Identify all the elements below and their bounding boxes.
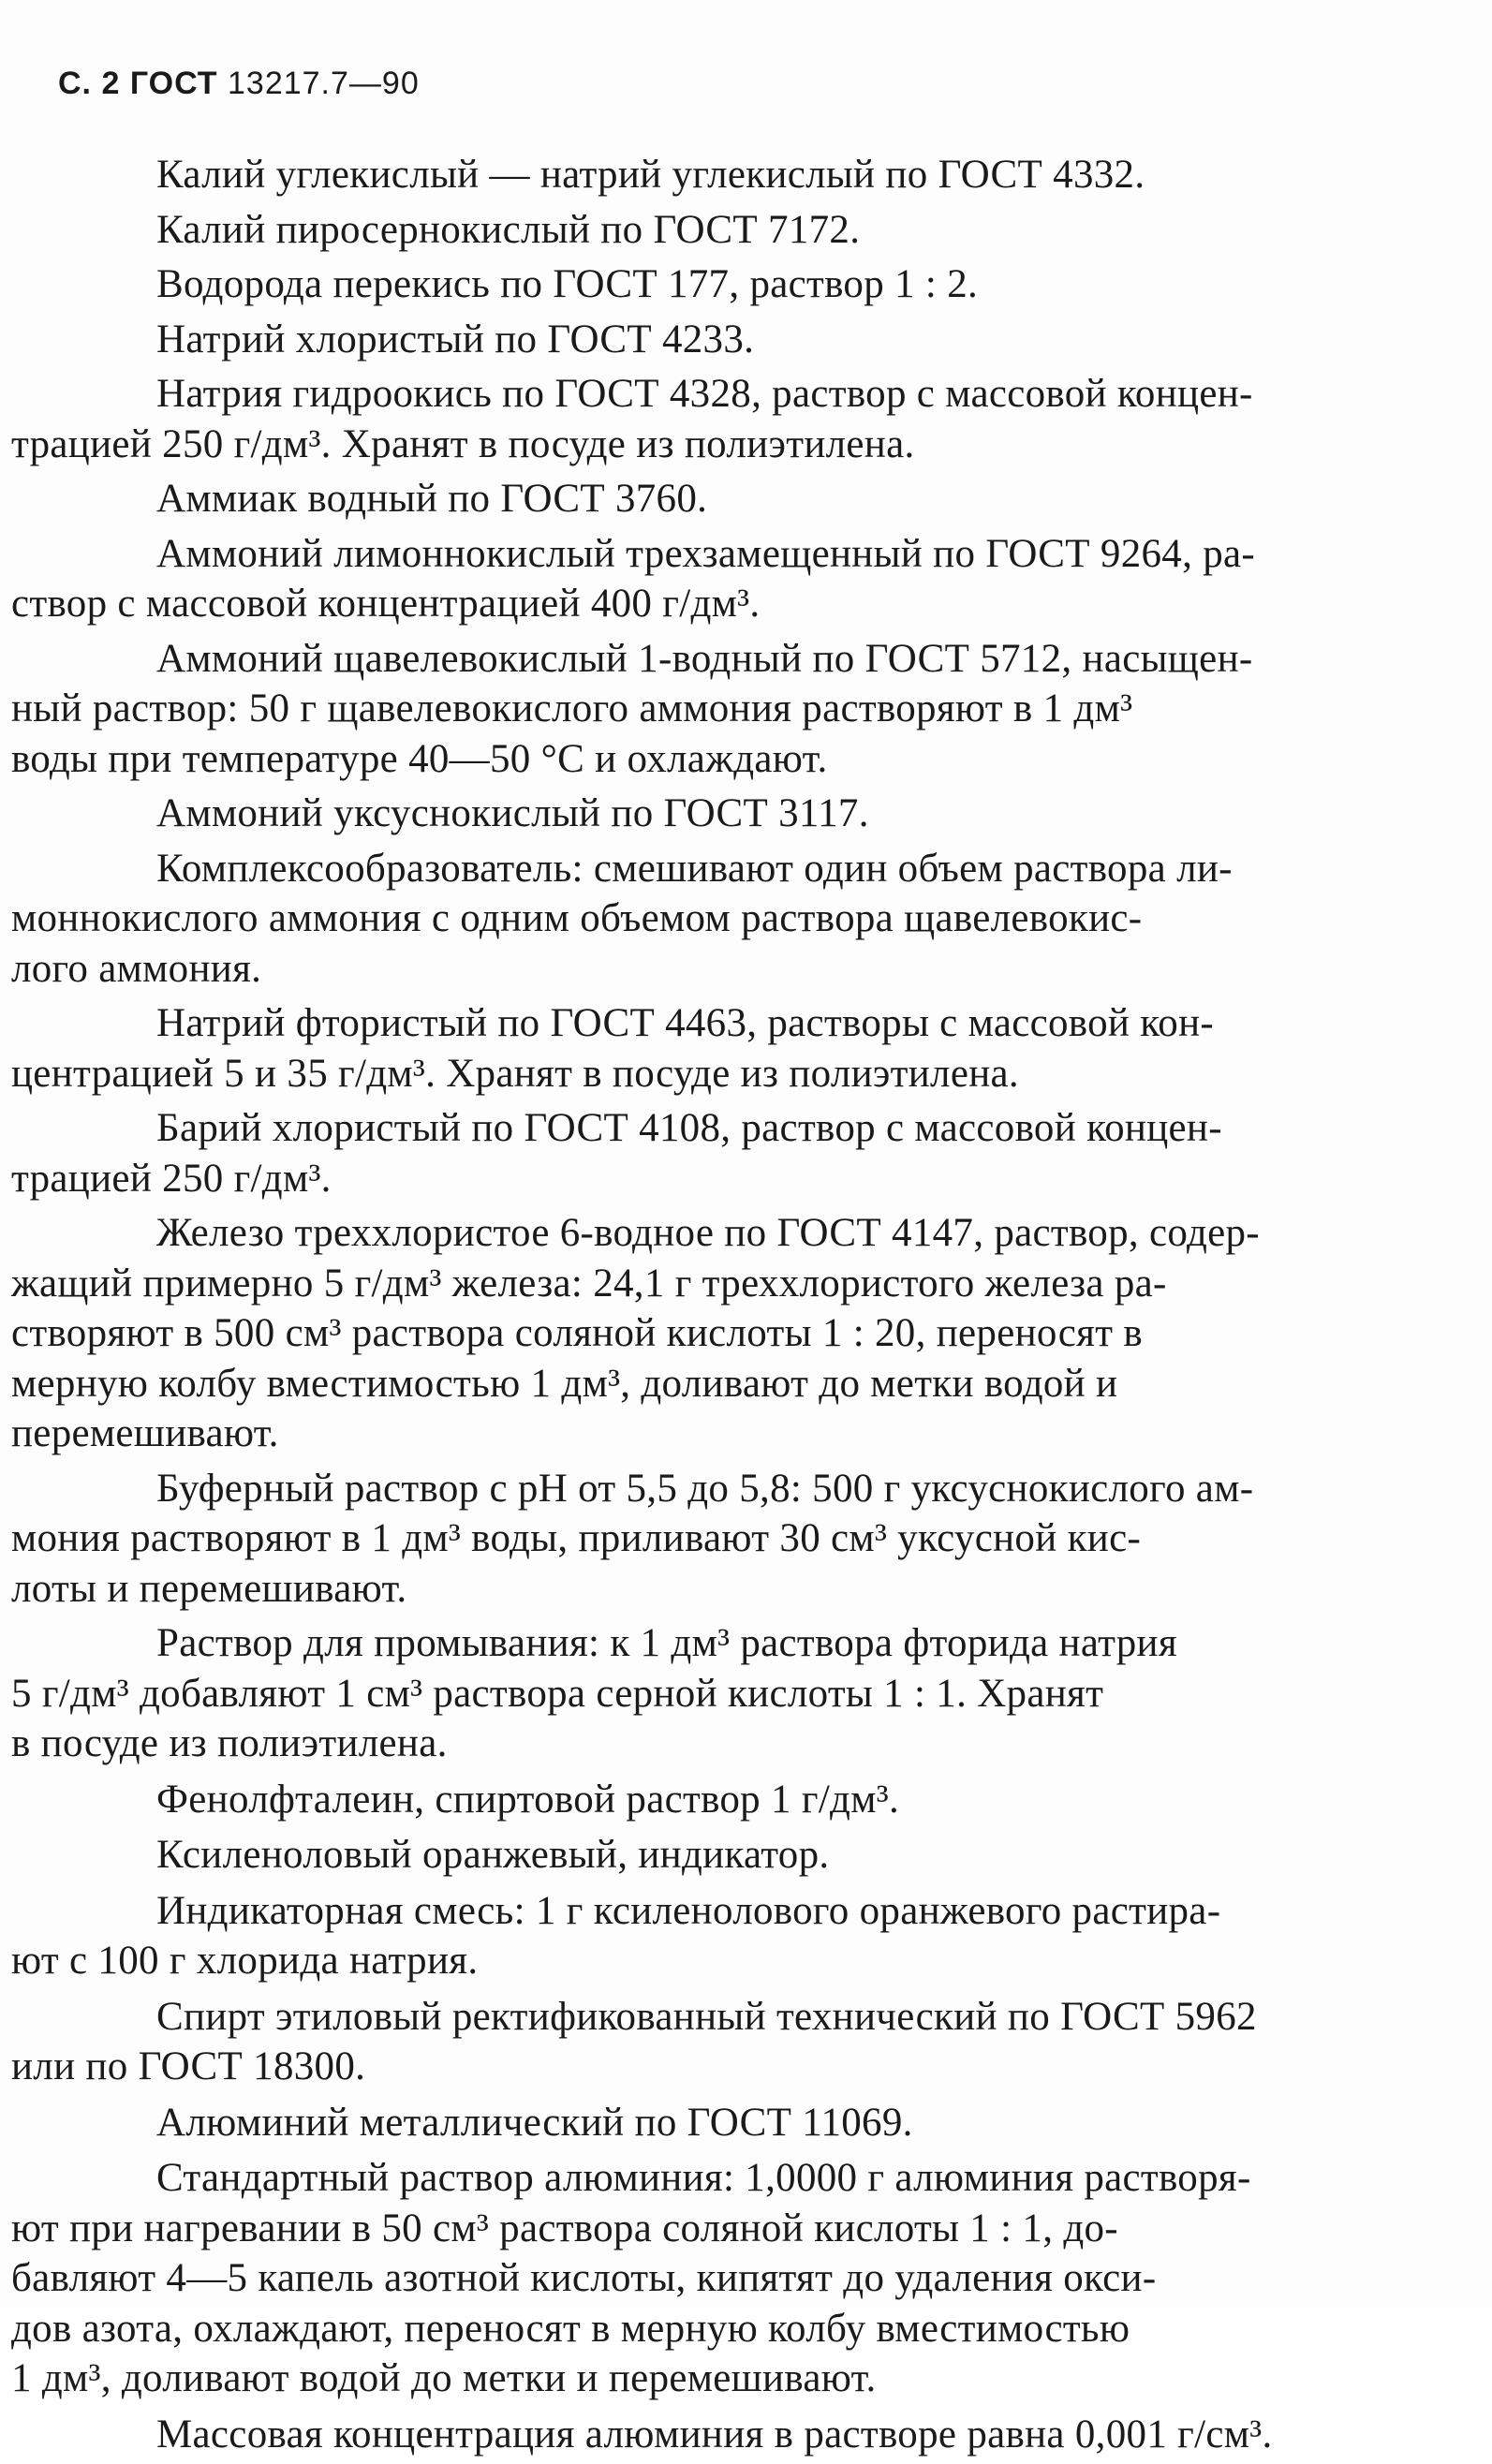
- text-line: трацией 250 г/дм³.: [11, 1156, 332, 1201]
- text-line: центрацией 5 и 35 г/дм³. Хранят в посуде из полиэтилена.: [11, 1051, 1019, 1096]
- text-line: Ксиленоловый оранжевый, индикатор.: [156, 1833, 830, 1877]
- text-line: 5 г/дм³ добавляют 1 см³ раствора серной кислоты 1 : 1. Хранят: [11, 1671, 1104, 1716]
- paragraph: [156, 474, 1379, 524]
- text-line: Аммиак водный по ГОСТ 3760.: [156, 477, 708, 521]
- standard-number: 13217.7—90: [228, 66, 420, 101]
- page-header: [58, 66, 420, 102]
- text-line: Калий углекислый — натрий углекислый по ГОСТ 4332.: [156, 153, 1145, 197]
- paragraph: [11, 844, 1379, 995]
- paragraph: [11, 634, 1379, 785]
- text-line: Аммоний лимоннокислый трехзамещенный по ГОСТ 9264, ра-: [156, 531, 1256, 576]
- text-line: Натрий хлористый по ГОСТ 4233.: [156, 317, 755, 361]
- paragraph: [156, 205, 1379, 256]
- paragraph: [156, 259, 1379, 310]
- text-line: Алюминий металлический по ГОСТ 11069.: [156, 2100, 913, 2145]
- text-line: ют при нагревании в 50 см³ раствора соляной кислоты 1 : 1, до-: [11, 2206, 1118, 2250]
- document-body: [11, 150, 1379, 2464]
- paragraph: [156, 1775, 1379, 1825]
- text-line: 1 дм³, доливают водой до метки и перемешивают.: [11, 2356, 877, 2400]
- text-line: ют с 100 г хлорида натрия.: [11, 1939, 479, 1983]
- paragraph: [156, 150, 1379, 200]
- paragraph: [11, 2153, 1379, 2404]
- text-line: перемешивают.: [11, 1411, 279, 1455]
- text-line: Спирт этиловый ректификованный технический по ГОСТ 5962: [156, 1994, 1257, 2039]
- paragraph: [11, 1103, 1379, 1203]
- text-line: мония растворяют в 1 дм³ воды, приливают 30 см³ уксусной кис-: [11, 1516, 1142, 1560]
- text-line: Буферный раствор с рН от 5,5 до 5,8: 500 г уксуснокислого ам-: [156, 1466, 1254, 1511]
- text-line: створяют в 500 см³ раствора соляной кислоты 1 : 20, переносят в: [11, 1311, 1143, 1355]
- text-line: лоты и перемешивают.: [11, 1566, 407, 1611]
- page-number: С. 2: [58, 66, 121, 101]
- text-line: мерную колбу вместимостью 1 дм³, доливают до метки водой и: [11, 1361, 1118, 1406]
- text-line: бавляют 4—5 капель азотной кислоты, кипятят до удаления окси-: [11, 2256, 1157, 2300]
- text-line: Натрия гидроокись по ГОСТ 4328, раствор с массовой концен-: [156, 372, 1253, 416]
- paragraph: [11, 1886, 1379, 1986]
- text-line: Водорода перекись по ГОСТ 177, раствор 1 : 2.: [156, 262, 979, 306]
- paragraph: [11, 1464, 1379, 1615]
- paragraph: [156, 2410, 1379, 2460]
- text-line: Фенолфталеин, спиртовой раствор 1 г/дм³.: [156, 1777, 899, 1822]
- text-line: ный раствор: 50 г щавелевокислого аммония растворяют в 1 дм³: [11, 686, 1133, 730]
- text-line: Натрий фтористый по ГОСТ 4463, растворы с массовой кон-: [156, 1001, 1214, 1045]
- paragraph: [11, 369, 1379, 469]
- paragraph: [11, 998, 1379, 1099]
- paragraph: [11, 1992, 1379, 2092]
- text-line: Барий хлористый по ГОСТ 4108, раствор с массовой концен-: [156, 1106, 1222, 1150]
- paragraph: [156, 2098, 1379, 2148]
- text-line: Железо треххлористое 6-водное по ГОСТ 4147, раствор, содер-: [156, 1211, 1260, 1255]
- text-line: моннокислого аммония с одним объемом раствора щавелевокис-: [11, 896, 1143, 940]
- text-line: Аммоний уксуснокислый по ГОСТ 3117.: [156, 791, 869, 835]
- text-line: Стандартный раствор алюминия: 1,0000 г алюминия растворя-: [156, 2156, 1251, 2200]
- text-line: створ с массовой концентрацией 400 г/дм³.: [11, 582, 761, 626]
- text-line: или по ГОСТ 18300.: [11, 2044, 366, 2088]
- text-line: Массовая концентрация алюминия в растворе равна 0,001 г/см³.: [156, 2412, 1273, 2457]
- paragraph: [11, 1208, 1379, 1459]
- text-line: в посуде из полиэтилена.: [11, 1721, 448, 1765]
- text-line: Комплексообразователь: смешивают один объем раствора ли-: [156, 846, 1233, 891]
- text-line: воды при температуре 40—50 °С и охлаждают.: [11, 736, 828, 781]
- paragraph: [11, 529, 1379, 629]
- text-line: лого аммония.: [11, 946, 262, 991]
- text-line: жащий примерно 5 г/дм³ железа: 24,1 г треххлористого железа ра-: [11, 1261, 1167, 1306]
- text-line: трацией 250 г/дм³. Хранят в посуде из полиэтилена.: [11, 421, 915, 466]
- paragraph: [11, 1618, 1379, 1769]
- paragraph: [156, 315, 1379, 365]
- text-line: Калий пиросернокислый по ГОСТ 7172.: [156, 207, 861, 252]
- standard-label: ГОСТ: [129, 66, 218, 101]
- text-line: Индикаторная смесь: 1 г ксиленолового оранжевого растира-: [156, 1888, 1221, 1933]
- text-line: Аммоний щавелевокислый 1-водный по ГОСТ 5712, насыщен-: [156, 636, 1253, 681]
- paragraph: [156, 789, 1379, 839]
- paragraph: [156, 1830, 1379, 1881]
- text-line: дов азота, охлаждают, переносят в мерную колбу вместимостью: [11, 2306, 1130, 2351]
- text-line: Раствор для промывания: к 1 дм³ раствора фторида натрия: [156, 1621, 1177, 1665]
